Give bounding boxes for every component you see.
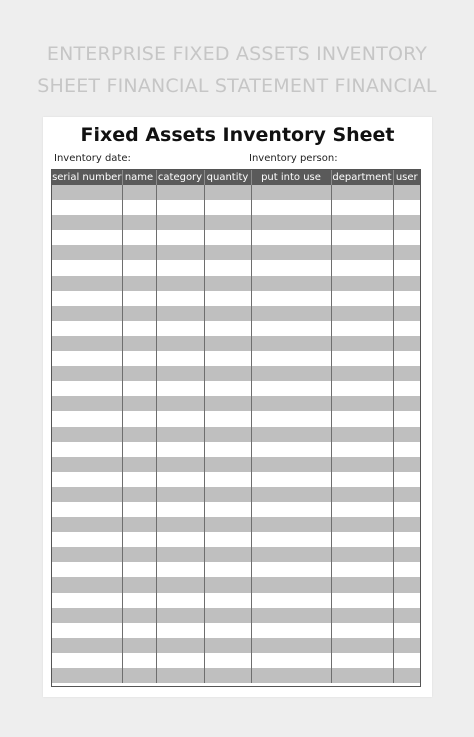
table-cell[interactable] — [393, 457, 420, 472]
table-cell[interactable] — [156, 230, 204, 245]
table-row — [52, 547, 420, 562]
table-cell[interactable] — [156, 653, 204, 668]
table-cell[interactable] — [331, 502, 393, 517]
table-cell[interactable] — [331, 562, 393, 577]
table-cell[interactable] — [156, 427, 204, 442]
table-cell[interactable] — [52, 487, 122, 502]
table-cell[interactable] — [156, 608, 204, 623]
table-cell[interactable] — [331, 245, 393, 260]
table-cell[interactable] — [122, 487, 156, 502]
table-cell[interactable] — [393, 306, 420, 321]
table-cell[interactable] — [204, 623, 251, 638]
sheet-title: Fixed Assets Inventory Sheet — [80, 124, 395, 146]
banner-title — [0, 38, 474, 102]
table-cell[interactable] — [251, 562, 331, 577]
table-cell[interactable] — [393, 411, 420, 426]
table-cell[interactable] — [52, 366, 122, 381]
table-cell[interactable] — [122, 653, 156, 668]
table-cell[interactable] — [52, 336, 122, 351]
table-cell[interactable] — [251, 547, 331, 562]
table-cell[interactable] — [251, 321, 331, 336]
table-cell[interactable] — [331, 321, 393, 336]
table-row — [52, 653, 420, 668]
table-cell[interactable] — [251, 653, 331, 668]
table-cell[interactable] — [122, 200, 156, 215]
table-cell[interactable] — [52, 396, 122, 411]
table-cell[interactable] — [122, 638, 156, 653]
table-cell[interactable] — [204, 245, 251, 260]
table-row — [52, 427, 420, 442]
table-row — [52, 200, 420, 215]
table-cell[interactable] — [156, 623, 204, 638]
table-cell[interactable] — [251, 230, 331, 245]
table-cell[interactable] — [204, 215, 251, 230]
table-cell[interactable] — [52, 200, 122, 215]
table-cell[interactable] — [251, 442, 331, 457]
table-cell[interactable] — [204, 396, 251, 411]
table-cell[interactable] — [331, 200, 393, 215]
table-cell[interactable] — [156, 638, 204, 653]
table-cell[interactable] — [331, 260, 393, 275]
table-cell[interactable] — [122, 230, 156, 245]
table-cell[interactable] — [52, 442, 122, 457]
table-cell[interactable] — [52, 638, 122, 653]
table-cell[interactable] — [122, 608, 156, 623]
table-row — [52, 487, 420, 502]
table-cell[interactable] — [393, 260, 420, 275]
table-cell[interactable] — [331, 457, 393, 472]
table-cell[interactable] — [393, 185, 420, 200]
table-cell[interactable] — [393, 230, 420, 245]
table-cell[interactable] — [251, 577, 331, 592]
inventory-sheet — [43, 117, 432, 697]
table-cell[interactable] — [251, 457, 331, 472]
table-cell[interactable] — [52, 291, 122, 306]
table-cell[interactable] — [52, 623, 122, 638]
column-header-put-into-use: put into use — [251, 170, 331, 185]
table-row — [52, 457, 420, 472]
table-cell[interactable] — [156, 517, 204, 532]
table-cell[interactable] — [331, 487, 393, 502]
table-cell[interactable] — [156, 502, 204, 517]
column-header-category: category — [157, 172, 203, 183]
table-cell[interactable] — [251, 517, 331, 532]
table-cell[interactable] — [122, 472, 156, 487]
table-cell[interactable] — [204, 185, 251, 200]
table-cell[interactable] — [122, 427, 156, 442]
table-cell[interactable] — [331, 351, 393, 366]
table-cell[interactable] — [393, 623, 420, 638]
table-cell[interactable] — [156, 593, 204, 608]
table-cell[interactable] — [393, 351, 420, 366]
table-cell[interactable] — [52, 517, 122, 532]
banner-line-1: ENTERPRISE FIXED ASSETS INVENTORY — [46, 43, 428, 65]
table-row — [52, 260, 420, 275]
table-row — [52, 472, 420, 487]
table-cell[interactable] — [251, 381, 331, 396]
table-cell[interactable] — [204, 336, 251, 351]
table-cell[interactable] — [156, 381, 204, 396]
table-cell[interactable] — [156, 321, 204, 336]
table-cell[interactable] — [122, 215, 156, 230]
table-cell[interactable] — [122, 593, 156, 608]
table-cell[interactable] — [122, 381, 156, 396]
table-cell[interactable] — [393, 593, 420, 608]
table-cell[interactable] — [52, 457, 122, 472]
table-row — [52, 215, 420, 230]
table-cell[interactable] — [156, 411, 204, 426]
table-cell[interactable] — [331, 638, 393, 653]
table-cell[interactable] — [393, 547, 420, 562]
table-cell[interactable] — [251, 366, 331, 381]
table-cell[interactable] — [52, 351, 122, 366]
table-cell[interactable] — [156, 472, 204, 487]
table-cell[interactable] — [52, 427, 122, 442]
table-row — [52, 336, 420, 351]
table-cell[interactable] — [52, 472, 122, 487]
table-cell[interactable] — [204, 532, 251, 547]
table-cell[interactable] — [52, 381, 122, 396]
table-cell[interactable] — [52, 653, 122, 668]
table-row — [52, 351, 420, 366]
table-cell[interactable] — [393, 336, 420, 351]
table-cell[interactable] — [122, 577, 156, 592]
table-cell[interactable] — [393, 215, 420, 230]
table-cell[interactable] — [331, 411, 393, 426]
table-cell[interactable] — [122, 517, 156, 532]
table-row — [52, 321, 420, 336]
table-cell[interactable] — [331, 215, 393, 230]
table-row — [52, 638, 420, 653]
table-cell[interactable] — [393, 442, 420, 457]
table-cell[interactable] — [251, 306, 331, 321]
table-cell[interactable] — [393, 562, 420, 577]
table-cell[interactable] — [251, 532, 331, 547]
table-cell[interactable] — [393, 472, 420, 487]
table-cell[interactable] — [156, 487, 204, 502]
table-cell[interactable] — [393, 200, 420, 215]
table-row — [52, 562, 420, 577]
table-cell[interactable] — [52, 608, 122, 623]
table-cell[interactable] — [52, 245, 122, 260]
table-cell[interactable] — [251, 291, 331, 306]
table-cell[interactable] — [122, 411, 156, 426]
table-cell[interactable] — [393, 532, 420, 547]
table-cell[interactable] — [156, 200, 204, 215]
table-cell[interactable] — [204, 291, 251, 306]
table-cell[interactable] — [156, 577, 204, 592]
table-row — [52, 502, 420, 517]
table-cell[interactable] — [122, 276, 156, 291]
table-cell[interactable] — [156, 366, 204, 381]
table-cell[interactable] — [52, 593, 122, 608]
column-header-quantity: quantity — [204, 170, 251, 185]
table-row — [52, 593, 420, 608]
table-cell[interactable] — [52, 668, 122, 683]
table-cell[interactable] — [122, 351, 156, 366]
column-header-user: user — [393, 170, 420, 185]
table-row — [52, 185, 420, 200]
table-cell[interactable] — [156, 260, 204, 275]
table-cell[interactable] — [156, 562, 204, 577]
table-cell[interactable] — [52, 321, 122, 336]
table-cell[interactable] — [122, 547, 156, 562]
table-cell[interactable] — [251, 411, 331, 426]
column-header-serial-number: serial number — [52, 172, 122, 183]
table-cell[interactable] — [204, 638, 251, 653]
table-cell[interactable] — [331, 668, 393, 683]
table-row — [52, 245, 420, 260]
table-cell[interactable] — [156, 245, 204, 260]
table-cell[interactable] — [331, 396, 393, 411]
table-cell[interactable] — [331, 276, 393, 291]
table-row — [52, 230, 420, 245]
table-row — [52, 577, 420, 592]
table-cell[interactable] — [52, 502, 122, 517]
table-cell[interactable] — [52, 547, 122, 562]
table-cell[interactable] — [251, 245, 331, 260]
table-cell[interactable] — [393, 427, 420, 442]
table-cell[interactable] — [204, 457, 251, 472]
table-cell[interactable] — [251, 593, 331, 608]
table-cell[interactable] — [393, 245, 420, 260]
table-cell[interactable] — [251, 472, 331, 487]
table-cell[interactable] — [156, 276, 204, 291]
table-cell[interactable] — [122, 396, 156, 411]
table-row — [52, 291, 420, 306]
table-cell[interactable] — [156, 215, 204, 230]
table-row — [52, 668, 420, 683]
table-cell[interactable] — [393, 276, 420, 291]
table-cell[interactable] — [52, 276, 122, 291]
table-row — [52, 411, 420, 426]
table-cell[interactable] — [393, 577, 420, 592]
table-cell[interactable] — [251, 276, 331, 291]
inventory-date-label: Inventory date: — [54, 153, 131, 164]
table-cell[interactable] — [331, 472, 393, 487]
table-cell[interactable] — [204, 427, 251, 442]
table-cell[interactable] — [204, 608, 251, 623]
table-cell[interactable] — [204, 487, 251, 502]
table-cell[interactable] — [204, 381, 251, 396]
table-cell[interactable] — [204, 321, 251, 336]
table-cell[interactable] — [204, 276, 251, 291]
table-cell[interactable] — [204, 351, 251, 366]
table-cell[interactable] — [251, 608, 331, 623]
table-cell[interactable] — [122, 291, 156, 306]
table-cell[interactable] — [122, 336, 156, 351]
table-cell[interactable] — [251, 502, 331, 517]
table-cell[interactable] — [393, 502, 420, 517]
table-cell[interactable] — [52, 577, 122, 592]
table-cell[interactable] — [331, 230, 393, 245]
table-row — [52, 442, 420, 457]
table-cell[interactable] — [331, 623, 393, 638]
table-cell[interactable] — [393, 487, 420, 502]
table-cell[interactable] — [204, 472, 251, 487]
table-cell[interactable] — [52, 411, 122, 426]
table-cell[interactable] — [52, 260, 122, 275]
table-cell[interactable] — [331, 608, 393, 623]
table-cell[interactable] — [251, 623, 331, 638]
table-cell[interactable] — [204, 562, 251, 577]
table-cell[interactable] — [122, 532, 156, 547]
table-cell[interactable] — [156, 532, 204, 547]
table-cell[interactable] — [251, 260, 331, 275]
table-cell[interactable] — [122, 502, 156, 517]
table-cell[interactable] — [331, 532, 393, 547]
table-cell[interactable] — [122, 260, 156, 275]
table-cell[interactable] — [204, 668, 251, 683]
table-cell[interactable] — [331, 185, 393, 200]
table-row — [52, 396, 420, 411]
table-cell[interactable] — [331, 653, 393, 668]
table-cell[interactable] — [251, 487, 331, 502]
table-body — [52, 185, 420, 683]
table-row — [52, 381, 420, 396]
column-header-name: name — [122, 170, 156, 185]
table-cell[interactable] — [122, 668, 156, 683]
table-cell[interactable] — [204, 411, 251, 426]
table-row — [52, 366, 420, 381]
table-cell[interactable] — [52, 230, 122, 245]
inventory-person-label: Inventory person: — [249, 153, 338, 164]
table-cell[interactable] — [204, 260, 251, 275]
table-cell[interactable] — [331, 547, 393, 562]
table-cell[interactable] — [204, 442, 251, 457]
table-cell[interactable] — [331, 517, 393, 532]
table-cell[interactable] — [393, 291, 420, 306]
table-cell[interactable] — [251, 185, 331, 200]
table-cell[interactable] — [52, 532, 122, 547]
table-cell[interactable] — [331, 427, 393, 442]
table-cell[interactable] — [52, 306, 122, 321]
table-row — [52, 623, 420, 638]
table-cell[interactable] — [156, 442, 204, 457]
table-cell[interactable] — [331, 593, 393, 608]
table-cell[interactable] — [156, 336, 204, 351]
table-cell[interactable] — [251, 336, 331, 351]
table-cell[interactable] — [204, 577, 251, 592]
table-row — [52, 276, 420, 291]
table-cell[interactable] — [122, 366, 156, 381]
table-header-row — [52, 170, 420, 185]
table-cell[interactable] — [52, 185, 122, 200]
table-cell[interactable] — [156, 396, 204, 411]
table-cell[interactable] — [204, 593, 251, 608]
table-cell[interactable] — [331, 381, 393, 396]
table-cell[interactable] — [204, 517, 251, 532]
table-cell[interactable] — [156, 306, 204, 321]
table-cell[interactable] — [156, 351, 204, 366]
table-row — [52, 532, 420, 547]
table-cell[interactable] — [251, 427, 331, 442]
table-cell[interactable] — [122, 442, 156, 457]
table-row — [52, 517, 420, 532]
table-cell[interactable] — [122, 321, 156, 336]
table-cell[interactable] — [393, 668, 420, 683]
table-cell[interactable] — [52, 562, 122, 577]
table-cell[interactable] — [393, 653, 420, 668]
table-cell[interactable] — [251, 668, 331, 683]
table-cell[interactable] — [156, 185, 204, 200]
table-cell[interactable] — [331, 366, 393, 381]
table-cell[interactable] — [331, 336, 393, 351]
table-cell[interactable] — [204, 653, 251, 668]
inventory-table — [51, 169, 421, 687]
table-cell[interactable] — [331, 577, 393, 592]
table-cell[interactable] — [331, 306, 393, 321]
table-cell[interactable] — [122, 185, 156, 200]
table-cell[interactable] — [122, 457, 156, 472]
table-cell[interactable] — [331, 442, 393, 457]
table-cell[interactable] — [331, 291, 393, 306]
table-cell[interactable] — [393, 608, 420, 623]
table-row — [52, 306, 420, 321]
table-cell[interactable] — [204, 306, 251, 321]
table-cell[interactable] — [393, 396, 420, 411]
table-cell[interactable] — [251, 215, 331, 230]
table-cell[interactable] — [393, 366, 420, 381]
table-cell[interactable] — [393, 321, 420, 336]
column-header-department: department — [332, 172, 392, 183]
table-cell[interactable] — [393, 638, 420, 653]
table-cell[interactable] — [156, 457, 204, 472]
table-cell[interactable] — [122, 245, 156, 260]
table-cell[interactable] — [156, 668, 204, 683]
table-cell[interactable] — [393, 517, 420, 532]
table-cell[interactable] — [204, 200, 251, 215]
table-cell[interactable] — [251, 638, 331, 653]
table-cell[interactable] — [204, 502, 251, 517]
table-cell[interactable] — [204, 230, 251, 245]
table-cell[interactable] — [122, 623, 156, 638]
table-cell[interactable] — [204, 366, 251, 381]
table-row — [52, 608, 420, 623]
table-cell[interactable] — [251, 396, 331, 411]
banner-line-2: SHEET FINANCIAL STATEMENT FINANCIAL — [37, 75, 437, 97]
table-cell[interactable] — [393, 381, 420, 396]
table-cell[interactable] — [156, 547, 204, 562]
table-cell[interactable] — [52, 215, 122, 230]
table-cell[interactable] — [251, 351, 331, 366]
table-cell[interactable] — [122, 306, 156, 321]
table-cell[interactable] — [122, 562, 156, 577]
table-cell[interactable] — [204, 547, 251, 562]
table-cell[interactable] — [251, 200, 331, 215]
table-cell[interactable] — [156, 291, 204, 306]
